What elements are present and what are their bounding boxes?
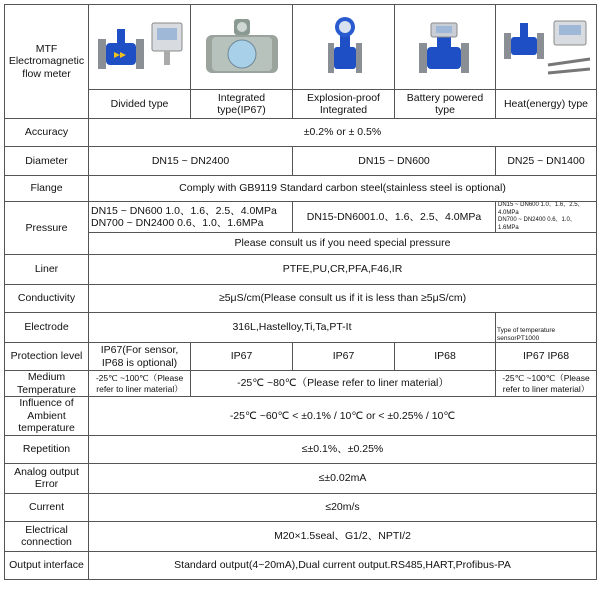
repetition-value: ≤±0.1%、±0.25% <box>89 435 597 463</box>
medium-temperature-value-2: -25℃ ~80℃（Please refer to liner material） <box>191 371 496 397</box>
pressure-line: DN15 ~ DN600 1.0、1.6、2.5、4.0MPa <box>498 202 584 216</box>
temperature-sensor-note: Type of temperature sensorPT1000 <box>496 313 597 343</box>
output-interface-row <box>5 551 597 579</box>
diameter-value-3: DN25 ~ DN1400 <box>496 147 597 176</box>
pressure-line: DN700 ~ DN2400 0.6、1.0、1.6MPa <box>498 217 576 231</box>
type-heat-energy: Heat(energy) type <box>496 90 597 119</box>
protection-value-1: IP67(For sensor, IP68 is optional) <box>89 343 191 371</box>
heat-meter-image <box>498 15 594 79</box>
spec-table-container <box>4 4 596 596</box>
pressure-line: DN15 ~ DN600 1.0、1.6、2.5、4.0MPa <box>91 204 277 217</box>
diameter-value-2: DN15 ~ DN600 <box>293 147 496 176</box>
conductivity-label: Conductivity <box>5 285 89 313</box>
pressure-line: DN700 ~ DN2400 0.6、1.0、1.6MPa <box>91 217 264 229</box>
liner-value: PTFE,PU,CR,PFA,F46,IR <box>89 255 597 285</box>
output-interface-label: Output interface <box>5 551 89 579</box>
ambient-row <box>5 397 597 436</box>
pressure-value-3 <box>496 202 597 233</box>
protection-value-4: IP68 <box>395 343 496 371</box>
analog-output-label: Analog output Error <box>5 463 89 493</box>
pressure-label: Pressure <box>5 202 89 255</box>
protection-value-5: IP67 IP68 <box>496 343 597 371</box>
analog-output-row <box>5 463 597 493</box>
protection-row <box>5 343 597 371</box>
divided-meter-image <box>92 15 188 79</box>
diameter-value-1: DN15 ~ DN2400 <box>89 147 293 176</box>
flange-value: Comply with GB9119 Standard carbon steel(stainless steel is optional) <box>89 176 597 202</box>
flange-label: Flange <box>5 176 89 202</box>
pressure-note-row <box>5 233 597 255</box>
accuracy-label: Accuracy <box>5 119 89 147</box>
type-battery-powered: Battery powered type <box>395 90 496 119</box>
medium-temperature-label: Medium Temperature <box>5 371 89 397</box>
electrical-connection-value: M20×1.5seal、G1/2、NPTI/2 <box>89 521 597 551</box>
battery-meter-image <box>397 15 493 79</box>
type-integrated: Integrated type(IP67) <box>191 90 293 119</box>
diameter-label: Diameter <box>5 147 89 176</box>
ambient-value: -25℃ ~60℃ < ±0.1% / 10℃ or < ±0.25% / 10℃ <box>89 397 597 436</box>
spec-table <box>4 4 597 580</box>
integrated-meter-image <box>194 15 290 79</box>
electrode-value: 316L,Hastelloy,Ti,Ta,PT-It <box>89 313 496 343</box>
current-value: ≤20m/s <box>89 493 597 521</box>
flange-row <box>5 176 597 202</box>
pressure-value-2: DN15-DN6001.0、1.6、2.5、4.0MPa <box>293 202 496 233</box>
heat-energy-image-cell <box>496 5 597 90</box>
current-label: Current <box>5 493 89 521</box>
protection-label: Protection level <box>5 343 89 371</box>
pressure-note: Please consult us if you need special pressure <box>89 233 597 255</box>
electrode-label: Electrode <box>5 313 89 343</box>
output-interface-value: Standard output(4~20mA),Dual current output.RS485,HART,Profibus-PA <box>89 551 597 579</box>
electrical-connection-label: Electrical connection <box>5 521 89 551</box>
integrated-type-image-cell <box>191 5 293 90</box>
type-caption-row <box>5 90 597 119</box>
pressure-row <box>5 202 597 233</box>
current-row <box>5 493 597 521</box>
header-title-cell <box>5 5 89 119</box>
repetition-row <box>5 435 597 463</box>
title-line: Electromagnetic <box>8 55 85 68</box>
title-line: MTF <box>35 43 58 56</box>
conductivity-row <box>5 285 597 313</box>
title-line: flow meter <box>22 67 71 80</box>
image-row <box>5 5 597 90</box>
explosion-proof-image-cell <box>293 5 395 90</box>
protection-value-2: IP67 <box>191 343 293 371</box>
accuracy-value: ±0.2% or ± 0.5% <box>89 119 597 147</box>
repetition-label: Repetition <box>5 435 89 463</box>
diameter-row <box>5 147 597 176</box>
pressure-value-1 <box>89 202 293 233</box>
battery-powered-image-cell <box>395 5 496 90</box>
explosion-proof-meter-image <box>296 15 392 79</box>
liner-row <box>5 255 597 285</box>
ambient-label: Influence of Ambient temperature <box>5 397 89 436</box>
type-divided: Divided type <box>89 90 191 119</box>
liner-label: Liner <box>5 255 89 285</box>
protection-value-3: IP67 <box>293 343 395 371</box>
electrode-row <box>5 313 597 343</box>
type-explosion-proof: Explosion-proof Integrated <box>293 90 395 119</box>
electrical-connection-row <box>5 521 597 551</box>
medium-temperature-value-3: -25℃ ~100℃（Please refer to liner material） <box>496 371 597 397</box>
accuracy-row <box>5 119 597 147</box>
medium-temperature-value-1: -25℃ ~100℃（Please refer to liner material） <box>89 371 191 397</box>
medium-temperature-row <box>5 371 597 397</box>
conductivity-value: ≥5μS/cm(Please consult us if it is less than ≥5μS/cm) <box>89 285 597 313</box>
analog-output-value: ≤±0.02mA <box>89 463 597 493</box>
divided-type-image-cell <box>89 5 191 90</box>
